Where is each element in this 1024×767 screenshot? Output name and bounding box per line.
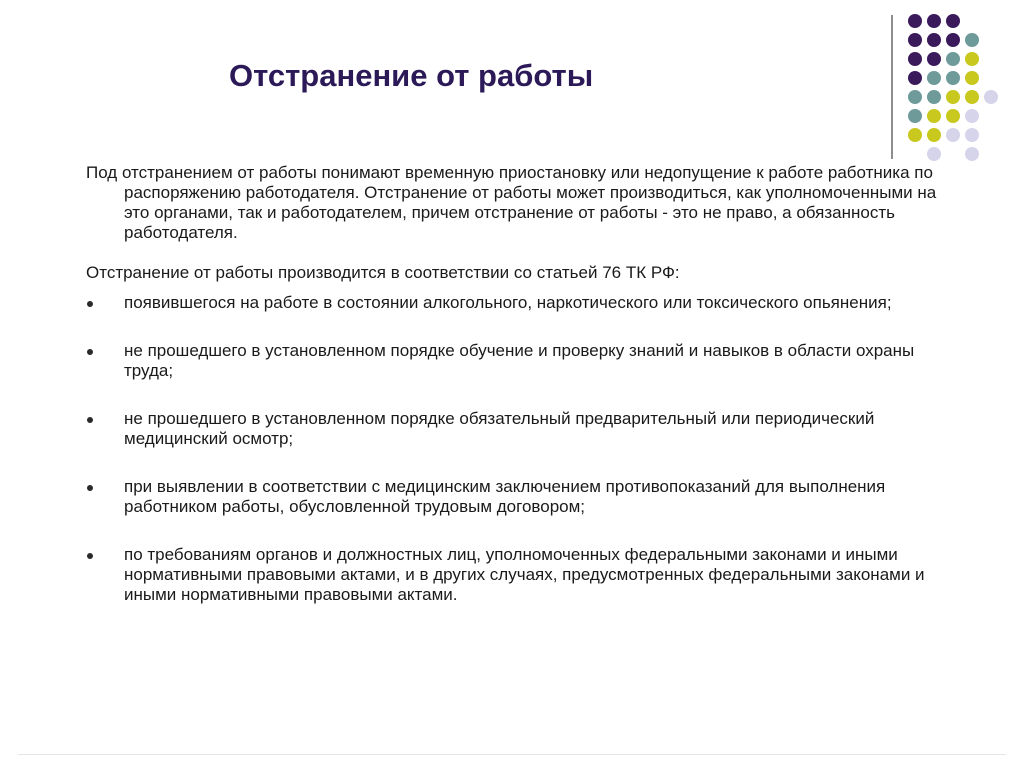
bullet-list (86, 293, 966, 605)
dot-lime (946, 109, 960, 123)
bullet-icon (87, 349, 93, 355)
dot-lime (927, 128, 941, 142)
dot-lime (965, 52, 979, 66)
bullet-icon (87, 417, 93, 423)
dot-teal (908, 109, 922, 123)
dot-teal (965, 33, 979, 47)
list-item-text: при выявлении в соответствии с медицинским заключением противопоказаний для выполнения работником работы, обусловленной трудовым договором; (124, 477, 886, 516)
bullet-icon (87, 485, 93, 491)
dot-purple (908, 71, 922, 85)
list-item (86, 545, 966, 605)
list-item-text: по требованиям органов и должностных лиц, уполномоченных федеральными законами и иными нормативными правовыми актами, и в других случаях, предусмотренных федеральными законами и иными нормативными правовыми актами. (124, 545, 925, 604)
list-item-text: не прошедшего в установленном порядке обучение и проверку знаний и навыков в области охраны труда; (124, 341, 915, 380)
slide-body (86, 163, 966, 633)
bullet-icon (87, 301, 93, 307)
list-item (86, 477, 966, 517)
dot-teal (927, 90, 941, 104)
dot-lavender (965, 128, 979, 142)
dot-teal (946, 52, 960, 66)
dot-lavender (946, 128, 960, 142)
list-item-text: не прошедшего в установленном порядке обязательный предварительный или периодический медицинский осмотр; (124, 409, 875, 448)
dot-purple (908, 33, 922, 47)
dot-purple (927, 33, 941, 47)
dot-lavender (965, 109, 979, 123)
dot-lime (965, 71, 979, 85)
list-item (86, 293, 966, 313)
dot-lavender (927, 147, 941, 161)
lead-paragraph: Отстранение от работы производится в соответствии со статьей 76 ТК РФ: (86, 263, 680, 282)
dot-purple (908, 14, 922, 28)
dot-purple (946, 33, 960, 47)
list-item (86, 409, 966, 449)
dot-purple (927, 52, 941, 66)
bottom-divider (18, 754, 1006, 755)
dot-lavender (984, 90, 998, 104)
bullet-icon (87, 553, 93, 559)
dot-lime (908, 128, 922, 142)
dot-purple (927, 14, 941, 28)
intro-paragraph: Под отстранением от работы понимают временную приостановку или недопущение к работе работника по распоряжению работодателя. Отстранение от работы может производиться, как уполномоченными на это органами, так и работодателем, причем отстранение от работы - это не право, а обязанность работодателя. (86, 163, 937, 242)
slide-title: Отстранение от работы (229, 58, 594, 93)
decorative-dot-grid (0, 0, 1024, 170)
list-item-text: появившегося на работе в состоянии алкогольного, наркотического или токсического опьянения; (124, 293, 892, 312)
dot-teal (908, 90, 922, 104)
dot-purple (908, 52, 922, 66)
dot-teal (927, 71, 941, 85)
dot-lime (946, 90, 960, 104)
dot-purple (946, 14, 960, 28)
dot-lime (965, 90, 979, 104)
list-item (86, 341, 966, 381)
dot-lime (927, 109, 941, 123)
dot-lavender (965, 147, 979, 161)
dot-teal (946, 71, 960, 85)
